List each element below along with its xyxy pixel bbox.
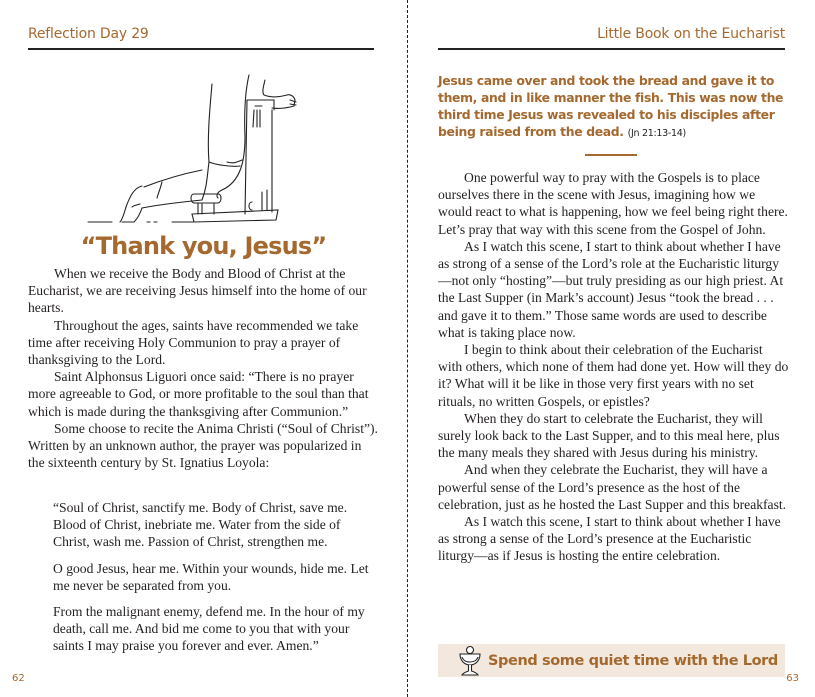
- section-divider: [585, 154, 637, 156]
- paragraph: When they do start to celebrate the Eucharist, they will surely look back to the Last Supper, and to this meal here, plus the many meals they shared with Jesus during his ministry.: [438, 410, 780, 461]
- paragraph: As I watch this scene, I start to think about whether I have as strong of a sense of the Lord’s role at the Eucharistic liturgy—not only “hosting”—but truly presiding as our high priest. At the Last Supper (in Mark’s account) Jesus “took the bread . . . and gave it to them.” Those same words are used to describe what is taking place now.: [438, 238, 784, 340]
- reflection-title: “Thank you, Jesus”: [80, 232, 327, 260]
- paragraph: And when they celebrate the Eucharist, they will have a powerful sense of the Lord’s presence as the host of the celebration, just as he hosted the Last Supper and this breakfast.: [438, 462, 787, 512]
- header-rule: [438, 48, 785, 50]
- paragraph: When we receive the Body and Blood of Christ at the Eucharist, we are receiving Jesus himself into the home of our hearts.: [28, 266, 367, 316]
- quiet-time-callout: [438, 644, 785, 677]
- paragraph: One powerful way to pray with the Gospels is to place ourselves there in the scene with Jesus, imagining how we would react to what is happening, how we feel being right there. Let’s pray that way with this scene from the Gospel of John.: [438, 170, 788, 237]
- scripture-text: Jesus came over and took the bread and gave it to them, and in like manner the fish. This was now the third time Jesus was revealed to his disciples after being raised from the dead.: [438, 73, 784, 139]
- scripture-reference: (Jn 21:13-14): [627, 128, 686, 139]
- header-rule: [28, 48, 374, 50]
- page-number-right: 63: [786, 673, 799, 684]
- chalice-icon: [456, 645, 484, 677]
- prayer-stanza: From the malignant enemy, defend me. In the hour of my death, call me. And bid me come to you that with your saints I may praise you forever and ever. Amen.”: [53, 604, 365, 654]
- left-page: [0, 0, 407, 697]
- anima-christi-prayer: [53, 499, 373, 664]
- right-page: [408, 0, 815, 697]
- paragraph: Saint Alphonsus Liguori once said: “There is no prayer more agreeable to God, or more profitable to the soul than that which is made during the thanksgiving after Communion.”: [28, 369, 369, 419]
- paragraph: As I watch this scene, I start to think about whether I have as strong a sense of the Lord’s presence at the Eucharistic liturgy—as if Jesus is hosting the entire celebration.: [438, 514, 781, 564]
- page-number-left: 62: [12, 673, 25, 684]
- left-body-text: [28, 265, 380, 471]
- callout-text: Spend some quiet time with the Lord: [488, 652, 778, 669]
- right-body-text: [438, 169, 790, 565]
- scripture-passage: [438, 72, 793, 142]
- paragraph: I begin to think about their celebration of the Eucharist with others, which none of them had done yet. How will they do it? What will it be like in those very first years with no set rituals, no written Gospels, or epistles?: [438, 342, 789, 409]
- kneeling-figure-icon: [82, 62, 332, 232]
- paragraph: Throughout the ages, saints have recommended we take time after receiving Holy Communion to pray a prayer of thanksgiving to the Lord.: [28, 317, 359, 368]
- prayer-stanza: O good Jesus, hear me. Within your wounds, hide me. Let me never be separated from you.: [53, 560, 369, 593]
- paragraph: Some choose to recite the Anima Christi (“Soul of Christ”). Written by an unknown author, the prayer was popularized in the sixteenth century by St. Ignatius Loyola:: [28, 420, 378, 471]
- prayer-stanza: “Soul of Christ, sanctify me. Body of Christ, save me. Blood of Christ, inebriate me. Water from the side of Christ, wash me. Passion of Christ, strengthen me.: [53, 500, 348, 550]
- running-head-right: Little Book on the Eucharist: [597, 26, 785, 42]
- running-head-left: Reflection Day 29: [28, 26, 149, 42]
